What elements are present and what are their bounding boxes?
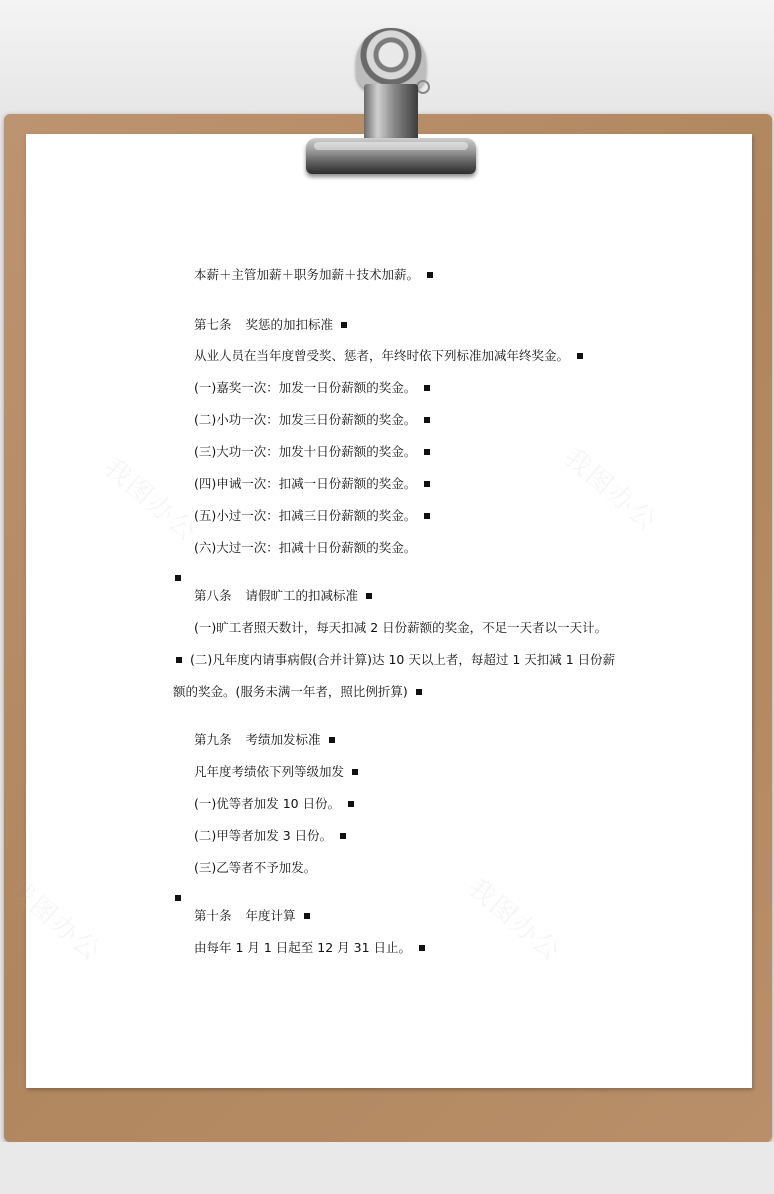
watermark: 我图办公	[461, 872, 567, 968]
list-item-continuation: 额的奖金。(服务未满一年者，照比例折算)	[173, 684, 422, 700]
list-item: (二)凡年度内请事病假(合并计算)达 10 天以上者，每超过 1 天扣减 1 日份薪	[176, 652, 615, 668]
list-item: (五)小过一次：扣减三日份薪额的奖金。	[194, 508, 430, 524]
paragraph-mark-icon	[329, 737, 335, 743]
paragraph: 凡年度考绩依下列等级加发	[194, 764, 358, 780]
paragraph-mark-icon	[416, 689, 422, 695]
empty-paragraph	[175, 890, 181, 906]
paragraph-mark-icon	[427, 272, 433, 278]
section-heading-7: 第七条 奖惩的加扣标准	[194, 317, 347, 333]
paragraph-mark-icon	[366, 593, 372, 599]
paragraph-mark-icon	[352, 769, 358, 775]
paragraph-mark-icon	[176, 657, 182, 663]
clip-ring	[356, 28, 426, 92]
list-item: (三)乙等者不予加发。	[194, 860, 317, 875]
paragraph-mark-icon	[424, 449, 430, 455]
paragraph-mark-icon	[341, 322, 347, 328]
paragraph: 从业人员在当年度曾受奖、惩者，年终时依下列标准加减年终奖金。	[194, 348, 583, 364]
list-item: (六)大过一次：扣减十日份薪额的奖金。	[194, 540, 417, 555]
paragraph-mark-icon	[175, 895, 181, 901]
paragraph: 本薪＋主管加薪＋职务加薪＋技术加薪。	[194, 267, 433, 283]
empty-paragraph	[175, 570, 181, 586]
background-floor	[0, 1142, 774, 1194]
list-item: (一)嘉奖一次：加发一日份薪额的奖金。	[194, 380, 430, 396]
watermark: 我图办公	[97, 452, 203, 548]
clip-shine	[314, 142, 468, 150]
paragraph-mark-icon	[340, 833, 346, 839]
clip-wire	[416, 80, 430, 94]
paragraph-mark-icon	[577, 353, 583, 359]
paragraph: 由每年 1 月 1 日起至 12 月 31 日止。	[194, 940, 425, 956]
watermark: 我图办公	[1, 872, 107, 968]
paragraph-mark-icon	[175, 575, 181, 581]
paragraph-mark-icon	[424, 481, 430, 487]
paragraph-mark-icon	[424, 385, 430, 391]
section-heading-9: 第九条 考绩加发标准	[194, 732, 335, 748]
list-item: (三)大功一次：加发十日份薪额的奖金。	[194, 444, 430, 460]
section-heading-10: 第十条 年度计算	[194, 908, 310, 924]
list-item: (一)旷工者照天数计，每天扣减 2 日份薪额的奖金，不足一天者以一天计。	[194, 620, 608, 635]
clip-neck	[364, 84, 418, 142]
watermark: 我图办公	[557, 442, 663, 538]
paragraph-mark-icon	[304, 913, 310, 919]
list-item: (二)甲等者加发 3 日份。	[194, 828, 346, 844]
paragraph-mark-icon	[424, 417, 430, 423]
list-item: (四)申诫一次：扣减一日份薪额的奖金。	[194, 476, 430, 492]
section-heading-8: 第八条 请假旷工的扣减标准	[194, 588, 372, 604]
paragraph-mark-icon	[424, 513, 430, 519]
list-item: (一)优等者加发 10 日份。	[194, 796, 354, 812]
paragraph-mark-icon	[419, 945, 425, 951]
paragraph-mark-icon	[348, 801, 354, 807]
list-item: (二)小功一次：加发三日份薪额的奖金。	[194, 412, 430, 428]
